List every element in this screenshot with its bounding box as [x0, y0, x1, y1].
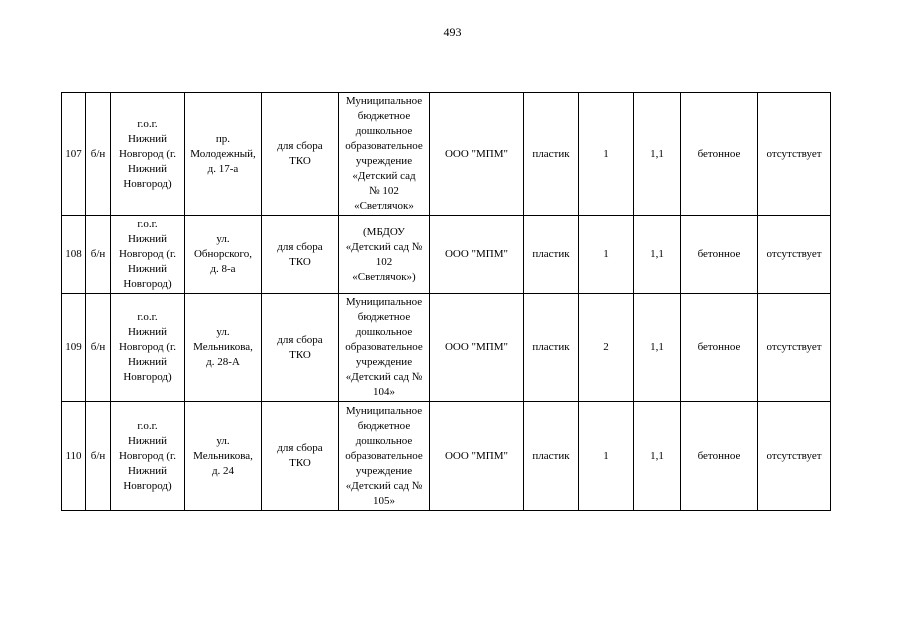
fence-cell: отсутствует — [758, 216, 831, 294]
purpose-cell: для сбора ТКО — [262, 93, 339, 216]
site-code-cell: б/н — [86, 216, 111, 294]
material-cell: пластик — [524, 216, 579, 294]
container-count-cell: 1 — [579, 93, 634, 216]
row-number-cell: 108 — [62, 216, 86, 294]
operator-cell: ООО "МПМ" — [430, 294, 524, 402]
row-number-cell: 107 — [62, 93, 86, 216]
operator-cell: ООО "МПМ" — [430, 402, 524, 511]
row-number-cell: 110 — [62, 402, 86, 511]
container-volume-cell: 1,1 — [634, 93, 681, 216]
address-cell: ул. Обнорского, д. 8-а — [185, 216, 262, 294]
purpose-cell: для сбора ТКО — [262, 294, 339, 402]
row-number-cell: 109 — [62, 294, 86, 402]
surface-cell: бетонное — [681, 93, 758, 216]
material-cell: пластик — [524, 93, 579, 216]
fence-cell: отсутствует — [758, 294, 831, 402]
operator-cell: ООО "МПМ" — [430, 93, 524, 216]
owner-cell: (МБДОУ «Детский сад № 102 «Светлячок») — [339, 216, 430, 294]
material-cell: пластик — [524, 294, 579, 402]
owner-cell: Муниципальное бюджетное дошкольное образовательное учреждение «Детский сад № 105» — [339, 402, 430, 511]
table-row — [62, 93, 831, 216]
operator-cell: ООО "МПМ" — [430, 216, 524, 294]
owner-cell: Муниципальное бюджетное дошкольное образовательное учреждение «Детский сад № 102 «Светлячок» — [339, 93, 430, 216]
table-row — [62, 216, 831, 294]
purpose-cell: для сбора ТКО — [262, 216, 339, 294]
material-cell: пластик — [524, 402, 579, 511]
purpose-cell: для сбора ТКО — [262, 402, 339, 511]
fence-cell: отсутствует — [758, 402, 831, 511]
address-cell: ул. Мельникова, д. 24 — [185, 402, 262, 511]
locality-cell: г.о.г. Нижний Новгород (г. Нижний Новгород) — [111, 294, 185, 402]
container-volume-cell: 1,1 — [634, 402, 681, 511]
waste-sites-table — [61, 92, 831, 511]
surface-cell: бетонное — [681, 294, 758, 402]
locality-cell: г.о.г. Нижний Новгород (г. Нижний Новгород) — [111, 402, 185, 511]
table-row — [62, 294, 831, 402]
address-cell: ул. Мельникова, д. 28-А — [185, 294, 262, 402]
locality-cell: г.о.г. Нижний Новгород (г. Нижний Новгород) — [111, 216, 185, 294]
container-count-cell: 1 — [579, 216, 634, 294]
container-count-cell: 2 — [579, 294, 634, 402]
container-volume-cell: 1,1 — [634, 216, 681, 294]
table-row — [62, 402, 831, 511]
address-cell: пр. Молодежный, д. 17-а — [185, 93, 262, 216]
surface-cell: бетонное — [681, 216, 758, 294]
owner-cell: Муниципальное бюджетное дошкольное образовательное учреждение «Детский сад № 104» — [339, 294, 430, 402]
page-number: 493 — [443, 25, 462, 39]
surface-cell: бетонное — [681, 402, 758, 511]
site-code-cell: б/н — [86, 294, 111, 402]
locality-cell: г.о.г. Нижний Новгород (г. Нижний Новгород) — [111, 93, 185, 216]
fence-cell: отсутствует — [758, 93, 831, 216]
container-volume-cell: 1,1 — [634, 294, 681, 402]
site-code-cell: б/н — [86, 402, 111, 511]
container-count-cell: 1 — [579, 402, 634, 511]
site-code-cell: б/н — [86, 93, 111, 216]
